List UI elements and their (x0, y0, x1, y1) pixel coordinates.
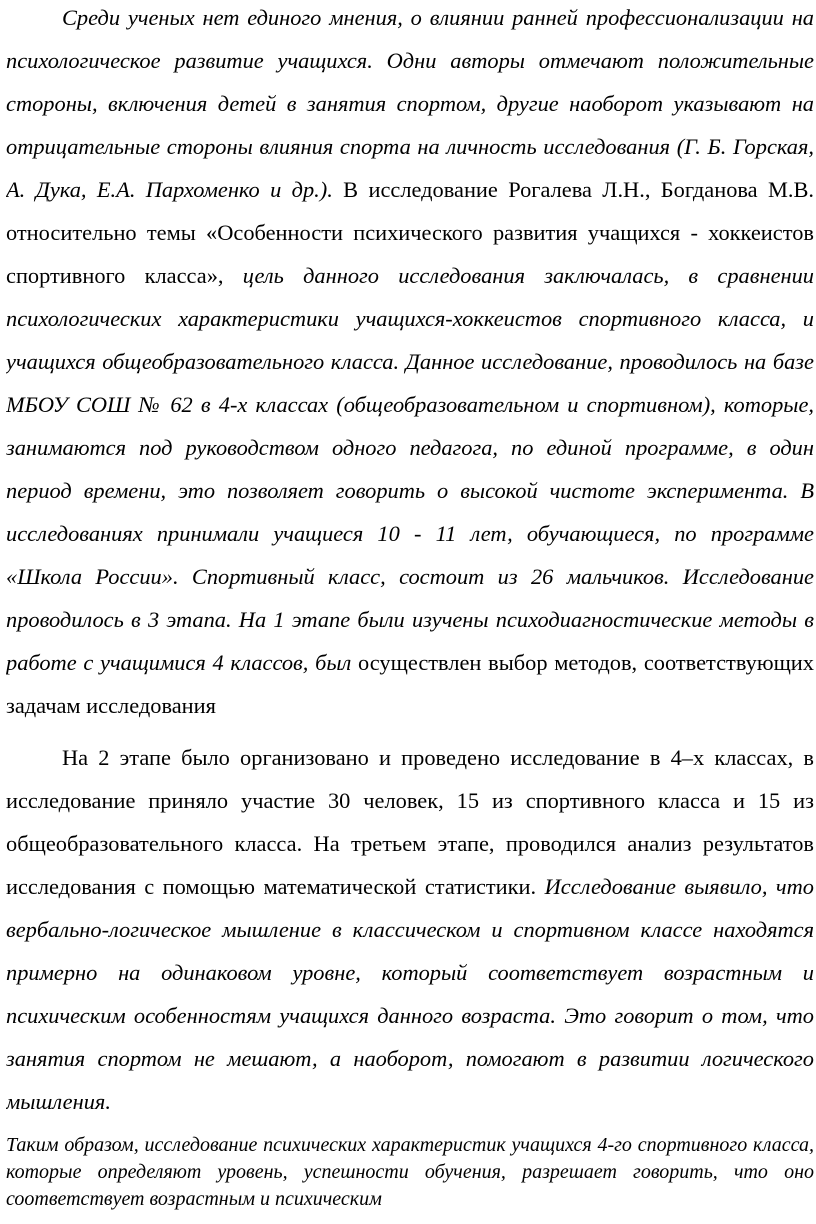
paragraph-2 (6, 736, 814, 1123)
paragraph-1-upright-topic: В исследование Рогалева Л.Н., Богданова М.В. относительно темы «Особенности психического развития учащихся - хоккеистов спортивного класса», (6, 177, 814, 288)
paragraph-2-italic-conclusion: Исследование выявило, что вербально-логическое мышление в классическом и спортивном классе находятся примерно на одинаковом уровне, который соответствует возрастным и психическим особенностям учащихся данного возраста. Это говорит о том, что занятия спортом не мешают, а наоборот, помогают в развитии логического мышления. (6, 874, 814, 1114)
paragraph-1 (6, 0, 814, 727)
paragraph-1-italic-intro: Среди ученых нет единого мнения, о влиянии ранней профессионализации на психологическое развитие учащихся. Одни авторы отмечают положительные стороны, включения детей в занятия спортом, другие наоборот указывают на отрицательные стороны влияния спорта на личность исследования (Г. Б. Горская, А. Дука, Е.А. Пархоменко и др.). (6, 5, 814, 202)
paragraph-1-italic-body: цель данного исследования заключалась, в сравнении психологических характеристики учащихся-хоккеистов спортивного класса, и учащихся общеобразовательного класса. Данное исследование, проводилось на базе МБОУ СОШ № 62 в 4-х классах (общеобразовательном и спортивном), которые, занимаются под руководством одного педагога, по единой программе, в один период времени, это позволяет говорить о высокой чистоте эксперимента. В исследованиях принимали учащиеся 10 - 11 лет, обучающиеся, по программе «Школа России». Спортивный класс, состоит из 26 мальчиков. Исследование проводилось в 3 этапа. На 1 этапе были изучены психодиагностические методы в работе с учащимися 4 классов, был (6, 263, 814, 675)
paragraph-2-upright-body: На 2 этапе было организовано и проведено исследование в 4–х классах, в исследование приняло участие 30 человек, 15 из спортивного класса и 15 из общеобразовательного класса. На третьем этапе, проводился анализ результатов исследования с помощью математической статистики. (6, 745, 814, 899)
paragraph-3: Таким образом, исследование психических характеристик учащихся 4-го спортивного класса, которые определяют уровень, успешности обучения, разрешает говорить, что оно соответствует возрастным и психическим (6, 1134, 814, 1210)
document-page (6, 0, 814, 1224)
paragraph-1-upright-end: осуществлен выбор методов, соответствующих задачам исследования (6, 650, 814, 718)
